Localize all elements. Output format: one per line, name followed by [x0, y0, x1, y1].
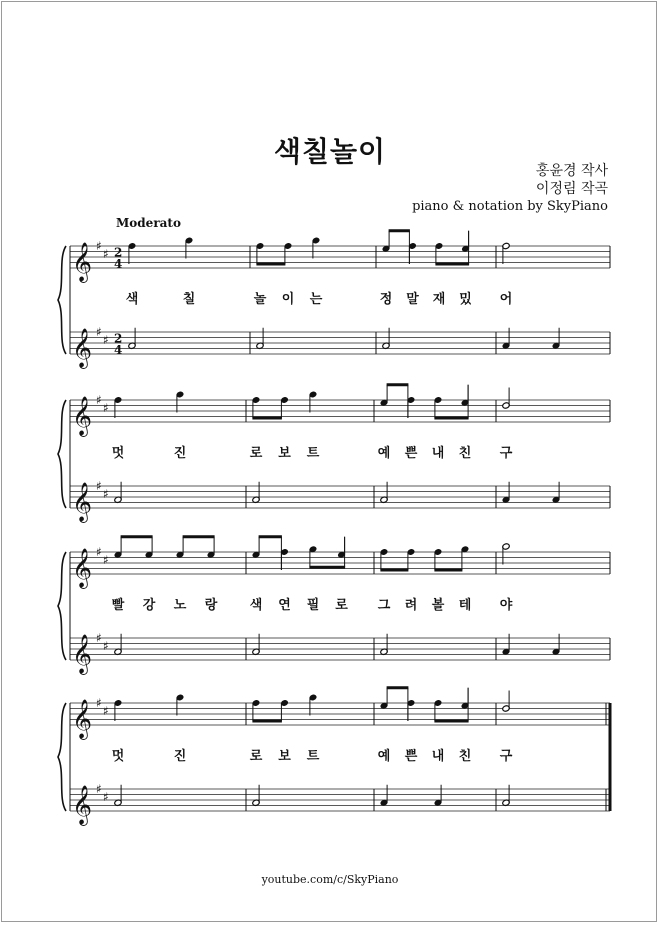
key-sharp-c-icon: ♯	[103, 704, 109, 718]
lyric-syllable: 말	[406, 292, 419, 307]
time-signature-bottom: 4	[114, 257, 123, 271]
lyric-syllable: 보	[278, 749, 291, 764]
lyric-syllable: 밌	[459, 292, 472, 307]
key-sharp-f-icon: ♯	[96, 631, 102, 645]
system-4	[58, 688, 610, 826]
lyric-syllable: 구	[499, 749, 513, 764]
time-signature-top: 2	[114, 245, 123, 260]
song-title: 색칠놀이	[273, 135, 387, 168]
lyric-syllable: 려	[404, 598, 418, 613]
brace	[58, 400, 66, 508]
composer-credit: 이정림 작곡	[535, 181, 608, 197]
lyric-syllable: 야	[499, 598, 513, 613]
treble-clef-icon: 𝄞	[72, 634, 93, 674]
footer-url: youtube.com/c/SkyPiano	[261, 873, 399, 886]
lyric-syllable: 친	[458, 749, 472, 764]
lyric-syllable: 로	[249, 749, 263, 764]
key-sharp-f-icon: ♯	[96, 545, 102, 559]
lyric-syllable: 구	[499, 446, 513, 461]
lyric-syllable: 친	[458, 446, 472, 461]
key-sharp-f-icon: ♯	[96, 325, 102, 339]
system-2	[58, 385, 610, 523]
lyric-syllable: 연	[278, 598, 291, 613]
lyric-syllable: 멋	[111, 749, 125, 764]
treble-clef-icon: 𝄞	[72, 396, 93, 436]
treble-clef-icon: 𝄞	[72, 785, 93, 825]
lyric-syllable: 재	[432, 292, 446, 307]
lyric-syllable: 트	[306, 749, 320, 764]
lyric-syllable: 강	[142, 598, 156, 613]
lyric-syllable: 노	[173, 598, 187, 613]
lyric-syllable: 예	[377, 749, 391, 764]
lyric-syllable: 로	[249, 446, 263, 461]
lyric-syllable: 이	[281, 292, 295, 307]
key-sharp-c-icon: ♯	[103, 553, 109, 567]
key-sharp-f-icon: ♯	[96, 782, 102, 796]
treble-clef-icon: 𝄞	[72, 242, 93, 282]
tempo-marking: Moderato	[116, 216, 181, 230]
lyric-syllable: 로	[335, 598, 348, 613]
brace	[58, 246, 66, 354]
key-sharp-f-icon: ♯	[96, 239, 102, 253]
treble-clef-icon: 𝄞	[72, 699, 93, 739]
lyric-syllable: 트	[306, 446, 320, 461]
lyric-syllable: 빨	[111, 598, 125, 613]
lyric-syllable: 칠	[182, 292, 196, 307]
time-signature-top: 2	[114, 331, 123, 346]
key-sharp-c-icon: ♯	[103, 639, 109, 653]
lyric-syllable: 색	[125, 292, 139, 307]
key-sharp-c-icon: ♯	[103, 487, 109, 501]
lyric-syllable: 놀	[253, 292, 267, 307]
lyric-syllable: 그	[377, 598, 391, 613]
key-sharp-f-icon: ♯	[96, 479, 102, 493]
lyric-syllable: 보	[278, 446, 291, 461]
time-signature-bottom: 4	[114, 343, 123, 357]
lyric-syllable: 랑	[204, 598, 218, 613]
key-sharp-c-icon: ♯	[103, 790, 109, 804]
system-1	[58, 231, 610, 369]
lyric-syllable: 볼	[431, 598, 445, 613]
treble-clef-icon: 𝄞	[72, 328, 93, 368]
system-3	[58, 537, 610, 675]
lyric-syllable: 예	[377, 446, 391, 461]
notation-byline: piano & notation by SkyPiano	[412, 199, 608, 214]
lyric-syllable: 어	[499, 292, 513, 307]
lyric-syllable: 색	[249, 598, 263, 613]
key-sharp-c-icon: ♯	[103, 247, 109, 261]
lyric-syllable: 내	[431, 446, 445, 461]
key-sharp-c-icon: ♯	[103, 401, 109, 415]
brace	[58, 552, 66, 660]
lyric-syllable: 진	[173, 446, 187, 461]
lyric-syllable: 쁜	[404, 749, 418, 764]
treble-clef-icon: 𝄞	[72, 548, 93, 588]
key-sharp-f-icon: ♯	[96, 393, 102, 407]
key-sharp-c-icon: ♯	[103, 333, 109, 347]
lyric-syllable: 정	[379, 292, 393, 307]
lyric-syllable: 진	[173, 749, 187, 764]
treble-clef-icon: 𝄞	[72, 482, 93, 522]
key-sharp-f-icon: ♯	[96, 696, 102, 710]
lyricist-credit: 홍윤경 작사	[535, 163, 608, 179]
lyric-syllable: 멋	[111, 446, 125, 461]
lyric-syllable: 는	[309, 292, 323, 307]
lyric-syllable: 필	[306, 598, 320, 613]
lyric-syllable: 내	[431, 749, 445, 764]
lyric-syllable: 쁜	[404, 446, 418, 461]
brace	[58, 703, 66, 811]
lyric-syllable: 테	[458, 598, 472, 613]
